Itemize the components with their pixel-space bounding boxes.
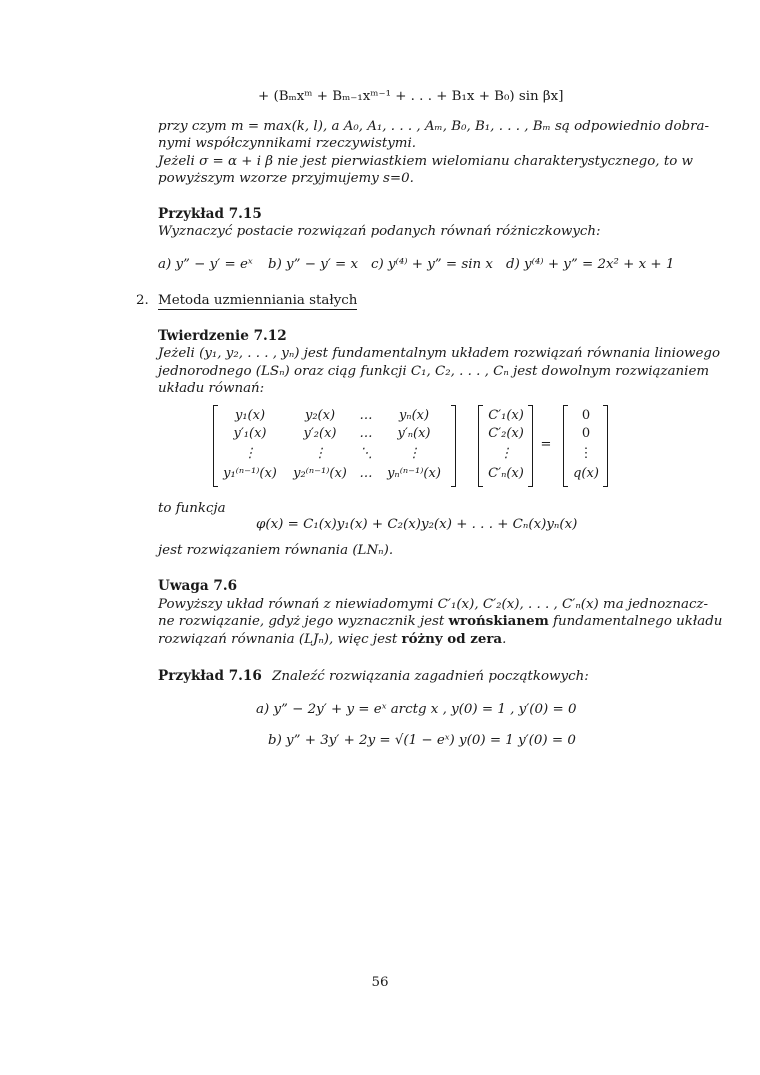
- matrix-cell: …: [359, 466, 373, 481]
- example-title: Przykład 7.15: [158, 206, 262, 222]
- matrix-cell: yₙ⁽ⁿ⁻¹⁾(x): [387, 466, 441, 481]
- matrix-cell: y₂⁽ⁿ⁻¹⁾(x): [293, 466, 347, 481]
- matrix-cell: y′₂(x): [303, 426, 337, 441]
- matrix-cell: ⋮: [407, 446, 421, 461]
- example-header: [158, 668, 589, 685]
- matrix-cell: y₁⁽ⁿ⁻¹⁾(x): [223, 466, 277, 481]
- right-bracket: [528, 405, 533, 487]
- page-number: 56: [371, 975, 389, 990]
- remark-text-part: ne rozwiązanie, gdyż jego wyznacznik jest: [158, 614, 449, 629]
- text-line: powyższym wzorze przyjmujemy s=0.: [158, 171, 414, 186]
- equals-sign: =: [540, 437, 552, 452]
- matrix-cell: …: [359, 426, 373, 441]
- remark-text-part: fundamentalnego układu: [548, 614, 723, 629]
- text-line: nymi współczynnikami rzeczywistymi.: [158, 136, 417, 151]
- equation-d: d) y⁽⁴⁾ + y” = 2x² + x + 1: [506, 257, 675, 272]
- text-line: to funkcja: [158, 501, 226, 516]
- remark-text: Powyższy układ równań z niewiadomymi C′₁(x), C′₂(x), . . . , C′ₙ(x) ma jednoznacz-: [158, 597, 709, 612]
- matrix-cell: ⋱: [359, 446, 373, 461]
- matrix-cell: y₁(x): [234, 408, 266, 423]
- section-title-wrap: [158, 292, 357, 309]
- theorem-text: jednorodnego (LSₙ) oraz ciąg funkcji C₁, C₂, . . . , Cₙ jest dowolnym rozwiązaniem: [158, 364, 710, 379]
- remark-text: [158, 631, 506, 648]
- theorem-text: układu równań:: [158, 381, 265, 396]
- matrix-cell: ⋮: [243, 446, 257, 461]
- matrix-cell: y′₁(x): [233, 426, 267, 441]
- remark-text-part: .: [502, 632, 507, 647]
- rhs-cell: 0: [581, 426, 591, 441]
- matrix-cell: y₂(x): [304, 408, 336, 423]
- equation-c: c) y⁽⁴⁾ + y” = sin x: [371, 257, 493, 272]
- rhs-cell: 0: [581, 408, 591, 423]
- example-title: Przykład 7.16: [158, 668, 262, 684]
- bold-term: wrońskianem: [448, 613, 549, 629]
- matrix-cell: ⋮: [313, 446, 327, 461]
- formula-continuation: + (Bₘxᵐ + Bₘ₋₁xᵐ⁻¹ + . . . + B₁x + B₀) sin βx]: [258, 89, 564, 104]
- example-text: Wyznaczyć postacie rozwiązań podanych równań różniczkowych:: [158, 224, 601, 239]
- vector-cell: ⋮: [499, 446, 513, 461]
- example-text: Znaleźć rozwiązania zagadnień początkowych:: [272, 669, 589, 684]
- text-line: przy czym m = max(k, l), a A₀, A₁, . . . , Aₘ, B₀, B₁, . . . , Bₘ są odpowiednio dobra-: [158, 119, 710, 134]
- remark-title: Uwaga 7.6: [158, 578, 238, 594]
- theorem-text: Jeżeli (y₁, y₂, . . . , yₙ) jest fundamentalnym układem rozwiązań równania liniowego: [158, 346, 721, 361]
- right-bracket: [451, 405, 456, 487]
- text-line: jest rozwiązaniem równania (LNₙ).: [158, 543, 394, 558]
- left-bracket: [478, 405, 483, 487]
- rhs-cell: q(x): [573, 466, 599, 481]
- ivp-a: a) y” − 2y′ + y = eˣ arctg x , y(0) = 1 , y′(0) = 0: [256, 702, 577, 717]
- remark-text-part: rozwiązań równania (LJₙ), więc jest: [158, 632, 402, 647]
- equation-a: a) y” − y′ = eˣ: [158, 257, 253, 272]
- vector-cell: C′₂(x): [488, 426, 524, 441]
- equation-b: b) y” − y′ = x: [268, 257, 359, 272]
- section-number: 2.: [136, 293, 149, 308]
- text-line: Jeżeli σ = α + i β nie jest pierwiastkiem wielomianu charakterystycznego, to w: [158, 154, 693, 169]
- theorem-title: Twierdzenie 7.12: [158, 328, 287, 344]
- vector-cell: C′ₙ(x): [488, 466, 524, 481]
- matrix-cell: …: [359, 408, 373, 423]
- bold-term: różny od zera: [401, 631, 503, 647]
- ivp-b: b) y” + 3y′ + 2y = √(1 − eˣ) y(0) = 1 y′(0) = 0: [268, 733, 576, 748]
- section-title: Metoda uzmienniania stałych: [158, 293, 358, 308]
- remark-text: [158, 613, 722, 630]
- vector-cell: C′₁(x): [488, 408, 524, 423]
- rhs-cell: ⋮: [579, 446, 593, 461]
- matrix-cell: yₙ(x): [398, 408, 430, 423]
- phi-formula: φ(x) = C₁(x)y₁(x) + C₂(x)y₂(x) + . . . + Cₙ(x)yₙ(x): [256, 517, 578, 532]
- matrix-cell: y′ₙ(x): [397, 426, 431, 441]
